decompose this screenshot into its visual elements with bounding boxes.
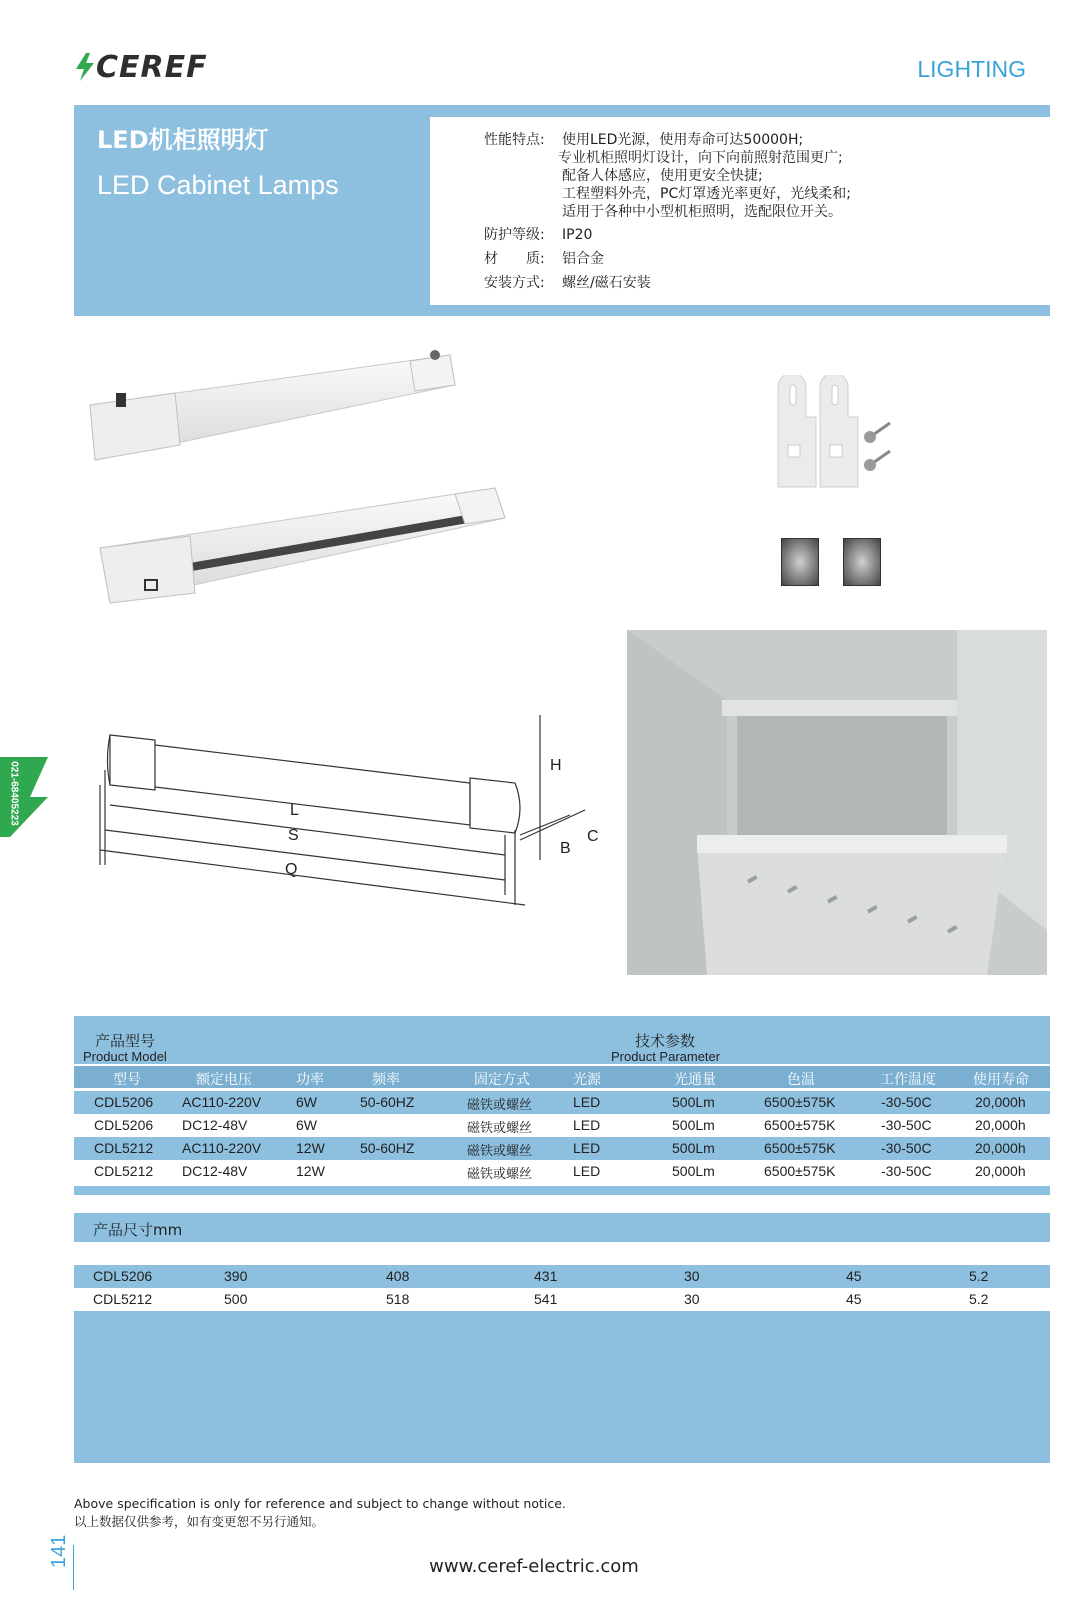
- feature-line: 适用于各种中小型机柜照明，选配限位开关。: [562, 204, 842, 220]
- cell-dim-c: 5.2: [969, 1268, 989, 1284]
- cell-source: LED: [573, 1140, 601, 1156]
- cell-voltage: DC12-48V: [182, 1117, 248, 1133]
- dim-label-q: Q: [285, 861, 298, 878]
- column-header: 光通量: [674, 1072, 716, 1088]
- cell-model: CDL5206: [94, 1117, 154, 1133]
- feature-line: 使用LED光源，使用寿命可达50000H;: [562, 132, 804, 148]
- cell-frequency: 50-60HZ: [360, 1094, 415, 1110]
- protection-label: 防护等级:: [484, 227, 545, 243]
- param-header-en: Product Parameter: [611, 1049, 721, 1064]
- table-row: [74, 1091, 1050, 1114]
- dim-label-b: B: [560, 840, 571, 857]
- cell-dim-h: 30: [684, 1268, 700, 1284]
- column-header: 型号: [113, 1072, 141, 1088]
- cell-model: CDL5212: [94, 1163, 154, 1179]
- cell-mounting: 磁铁或螺丝: [467, 1098, 533, 1113]
- cell-color-temp: 6500±575K: [764, 1117, 836, 1133]
- table-divider: [74, 1186, 1050, 1195]
- cell-model: CDL5212: [94, 1140, 154, 1156]
- product-title-cn: LED机柜照明灯: [97, 126, 269, 154]
- cell-source: LED: [573, 1163, 601, 1179]
- brand-logo: [74, 50, 208, 84]
- cell-color-temp: 6500±575K: [764, 1140, 836, 1156]
- cell-op-temp: -30-50C: [881, 1163, 932, 1179]
- cell-flux: 500Lm: [672, 1163, 715, 1179]
- cell-power: 12W: [296, 1140, 325, 1156]
- cell-op-temp: -30-50C: [881, 1140, 932, 1156]
- dim-label-h: H: [550, 757, 562, 774]
- size-table-header: [74, 1213, 1050, 1242]
- dim-label-s: S: [288, 827, 299, 844]
- cell-dim-s: 518: [386, 1291, 410, 1307]
- cell-op-temp: -30-50C: [881, 1117, 932, 1133]
- table-row: [74, 1265, 1050, 1288]
- cell-color-temp: 6500±575K: [764, 1163, 836, 1179]
- cell-color-temp: 6500±575K: [764, 1094, 836, 1110]
- table-row: [74, 1114, 1050, 1137]
- cell-voltage: AC110-220V: [182, 1094, 262, 1110]
- cell-dim-c: 5.2: [969, 1291, 989, 1307]
- protection-value: IP20: [562, 227, 593, 243]
- cell-voltage: DC12-48V: [182, 1163, 248, 1179]
- cell-power: 6W: [296, 1117, 317, 1133]
- footnote-cn: 以上数据仅供参考，如有变更恕不另行通知。: [74, 1514, 325, 1529]
- param-header-cn: 技术参数: [635, 1032, 696, 1050]
- size-table-footer: [74, 1311, 1050, 1463]
- column-header: 额定电压: [196, 1072, 252, 1088]
- mounting-brackets-photo: [770, 375, 910, 500]
- dim-label-c: C: [587, 828, 599, 845]
- column-header: 频率: [372, 1072, 400, 1088]
- column-header: 使用寿命: [973, 1072, 1029, 1088]
- cell-lifespan: 20,000h: [975, 1140, 1026, 1156]
- cell-dim-s: 408: [386, 1268, 410, 1284]
- cell-mounting: 磁铁或螺丝: [467, 1121, 533, 1136]
- dim-label-l: L: [290, 802, 299, 819]
- feature-line: 配备人体感应，使用更安全快捷;: [562, 168, 763, 184]
- table-row: [74, 1288, 1050, 1311]
- column-header: 工作温度: [880, 1072, 936, 1088]
- cell-flux: 500Lm: [672, 1094, 715, 1110]
- cell-flux: 500Lm: [672, 1140, 715, 1156]
- spec-table-header: [74, 1016, 1050, 1064]
- table-row: [74, 1137, 1050, 1160]
- cell-voltage: AC110-220V: [182, 1140, 262, 1156]
- cell-dim-l: 500: [224, 1291, 248, 1307]
- cell-model: CDL5212: [93, 1291, 153, 1307]
- cell-mounting: 磁铁或螺丝: [467, 1144, 533, 1159]
- dimension-drawing: [95, 715, 605, 925]
- feature-line: 工程塑料外壳，PC灯罩透光率更好，光线柔和;: [562, 186, 851, 202]
- column-header: 固定方式: [474, 1072, 530, 1088]
- magnet-photo: [781, 538, 819, 586]
- cell-op-temp: -30-50C: [881, 1094, 932, 1110]
- material-value: 铝合金: [562, 251, 604, 267]
- install-value: 螺丝/磁石安装: [562, 275, 651, 291]
- material-label: 材 质:: [484, 251, 545, 267]
- magnet-photo: [843, 538, 881, 586]
- cell-power: 12W: [296, 1163, 325, 1179]
- cell-model: CDL5206: [93, 1268, 153, 1284]
- cell-flux: 500Lm: [672, 1117, 715, 1133]
- cell-lifespan: 20,000h: [975, 1163, 1026, 1179]
- cell-source: LED: [573, 1094, 601, 1110]
- cell-mounting: 磁铁或螺丝: [467, 1167, 533, 1182]
- lightning-bolt-icon: [74, 53, 96, 81]
- cell-lifespan: 20,000h: [975, 1117, 1026, 1133]
- column-header: 色温: [787, 1072, 815, 1088]
- website-link[interactable]: www.ceref-electric.com: [429, 1556, 639, 1577]
- lamp-photo-2: [95, 478, 515, 618]
- lamp-photo-1: [80, 345, 460, 485]
- size-table-title: 产品尺寸mm: [93, 1221, 183, 1239]
- cell-dim-q: 541: [534, 1291, 558, 1307]
- page-number: 141: [48, 1534, 70, 1568]
- feature-line: 专业机柜照明灯设计，向下向前照射范围更广;: [558, 150, 843, 166]
- table-row: [74, 1160, 1050, 1183]
- cell-power: 6W: [296, 1094, 317, 1110]
- column-header: 功率: [296, 1072, 324, 1088]
- cell-dim-q: 431: [534, 1268, 558, 1284]
- cell-dim-b: 45: [846, 1268, 862, 1284]
- cell-dim-h: 30: [684, 1291, 700, 1307]
- footnote-en: Above specification is only for reference and subject to change without notice.: [74, 1496, 566, 1511]
- category-title: LIGHTING: [917, 56, 1026, 82]
- column-header: 光源: [573, 1072, 601, 1088]
- cell-source: LED: [573, 1117, 601, 1133]
- cabinet-install-photo: [627, 630, 1047, 975]
- model-header-cn: 产品型号: [95, 1032, 156, 1050]
- side-phone-tab: [0, 757, 48, 837]
- cell-frequency: 50-60HZ: [360, 1140, 415, 1156]
- cell-lifespan: 20,000h: [975, 1094, 1026, 1110]
- cell-dim-b: 45: [846, 1291, 862, 1307]
- features-label: 性能特点:: [484, 132, 545, 148]
- install-label: 安装方式:: [484, 275, 545, 291]
- product-title-en: LED Cabinet Lamps: [97, 170, 339, 200]
- model-header-en: Product Model: [83, 1049, 167, 1064]
- side-phone-number: 021-68405223: [8, 761, 20, 826]
- brand-name: CEREF: [96, 49, 208, 85]
- cell-model: CDL5206: [94, 1094, 154, 1110]
- cell-dim-l: 390: [224, 1268, 248, 1284]
